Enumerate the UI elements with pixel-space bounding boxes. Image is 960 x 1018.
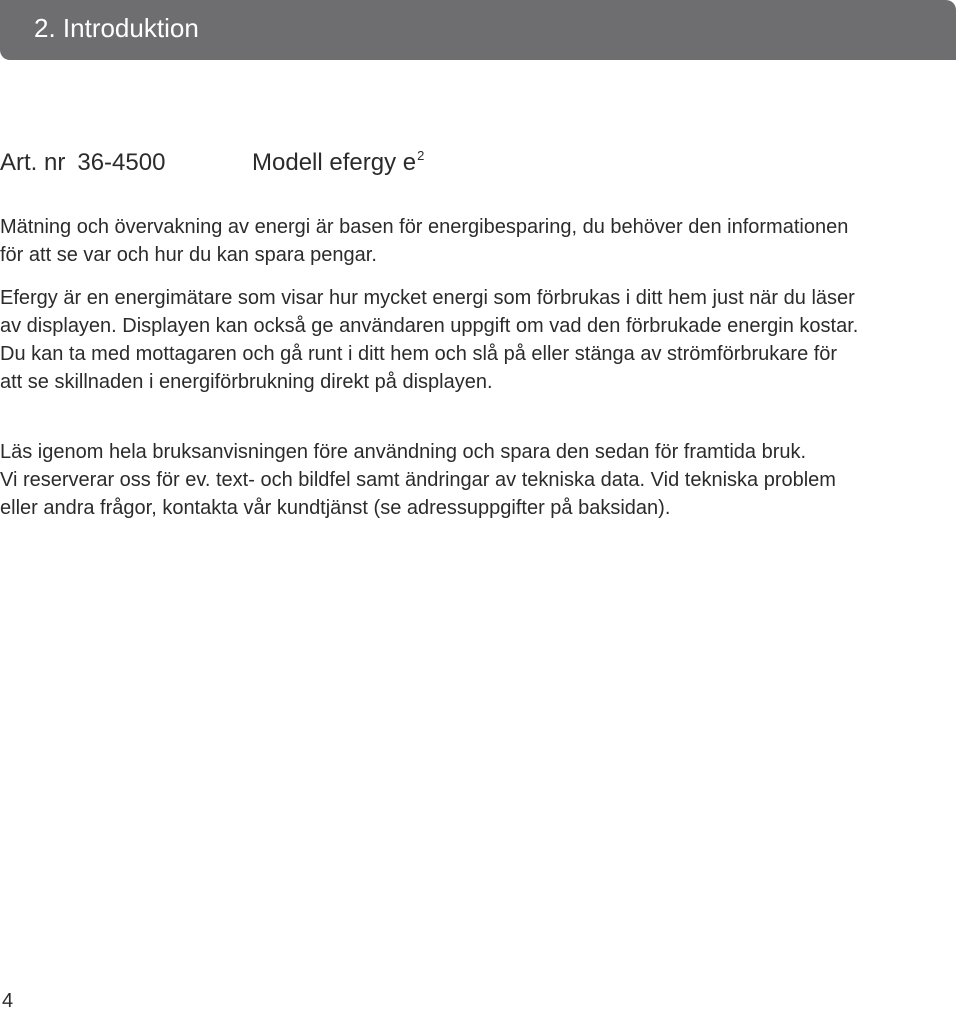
paragraph-line: Läs igenom hela bruksanvisningen före användning och spara den sedan för framtida bruk. [0, 441, 807, 463]
model-text: Modell efergy e [252, 149, 417, 176]
article-line [0, 148, 425, 177]
paragraph-line: att se skillnaden i energiförbrukning direkt på displayen. [0, 371, 493, 393]
article-number: 36-4500 [77, 149, 166, 176]
intro-paragraph-2 [0, 284, 960, 396]
model-name [252, 149, 424, 177]
paragraph-line: för att se var och hur du kan spara pengar. [0, 244, 377, 266]
paragraph-line: av displayen. Displayen kan också ge användaren uppgift om vad den förbrukade energin kostar. [0, 315, 859, 337]
paragraph-line: Efergy är en energimätare som visar hur mycket energi som förbrukas i ditt hem just när du läser [0, 287, 855, 309]
section-title: 2. Introduktion [34, 13, 199, 43]
intro-paragraph-3 [0, 438, 960, 522]
page-number: 4 [2, 990, 14, 1012]
paragraph-line: Vi reserverar oss för ev. text- och bildfel samt ändringar av tekniska data. Vid tekniska problem [0, 469, 836, 491]
paragraph-line: Mätning och övervakning av energi är basen för energibesparing, du behöver den informationen [0, 216, 849, 238]
model-superscript: 2 [417, 148, 425, 163]
paragraph-line: Du kan ta med mottagaren och gå runt i ditt hem och slå på eller stänga av strömförbrukare för [0, 343, 838, 365]
intro-paragraph-1 [0, 213, 960, 269]
paragraph-line: eller andra frågor, kontakta vår kundtjänst (se adressuppgifter på baksidan). [0, 497, 671, 519]
section-header-bar [0, 0, 956, 60]
article-number-label: Art. nr [0, 149, 66, 176]
